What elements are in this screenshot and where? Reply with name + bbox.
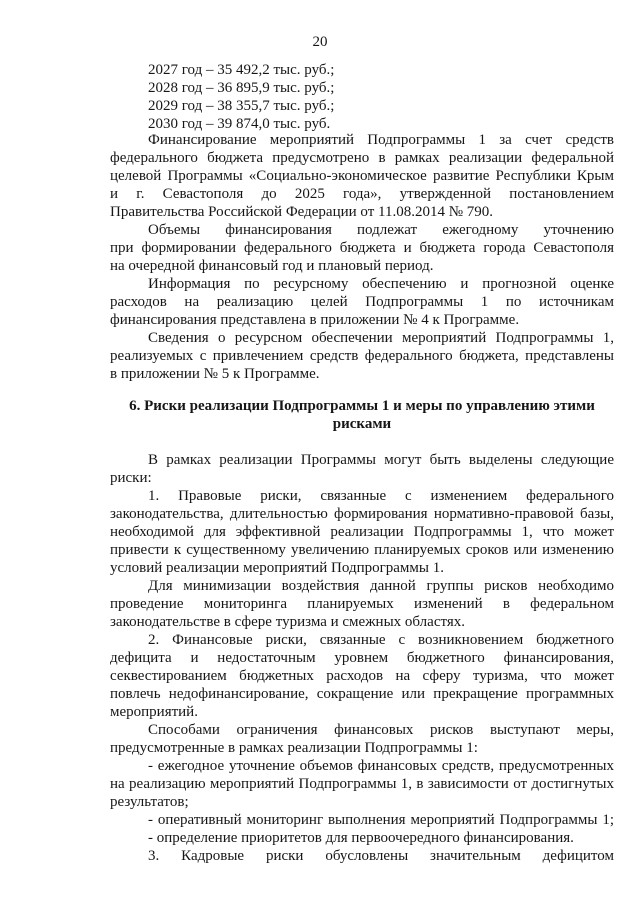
list-item: результатов; [110,794,189,810]
paragraph-line: риски: [110,470,152,486]
paragraph-line: условий реализации мероприятий Подпрограммы 1. [110,560,444,576]
paragraph-line: проведение мониторинга планируемых изменений в федеральном [110,596,614,612]
paragraph-line: дефицита и недостаточным уровнем бюджетного финансирования, [110,650,614,666]
paragraph-line: Объемы финансирования подлежат ежегодному уточнению [148,222,614,238]
paragraph-line: 1. Правовые риски, связанные с изменением федерального [148,488,614,504]
paragraph-line: Сведения о ресурсном обеспечении мероприятий Подпрограммы 1, [148,330,614,346]
paragraph-line: 3. Кадровые риски обусловлены значительным дефицитом [148,848,614,864]
paragraph-line: Для минимизации воздействия данной группы рисков необходимо [148,578,614,594]
paragraph-line: В рамках реализации Программы могут быть выделены следующие [148,452,614,468]
paragraph-line: целевой Программы «Социально-экономическое развитие Республики Крым [110,168,614,184]
paragraph-line: секвестированием бюджетных расходов на сферу туризма, что может [110,668,614,684]
paragraph-line: мероприятий. [110,704,198,720]
paragraph-line: 2. Финансовые риски, связанные с возникновением бюджетного [148,632,614,648]
paragraph-line: финансирования представлена в приложении № 4 к Программе. [110,312,520,328]
paragraph-line: на очередной финансовый год и плановый период. [110,258,434,274]
paragraph-line: Информация по ресурсному обеспечению и прогнозной оценке [148,276,614,292]
paragraph-line: расходов на реализацию целей Подпрограммы 1 по источникам [110,294,614,310]
funding-year-line: 2030 год – 39 874,0 тыс. руб. [148,116,331,132]
paragraph-line: Способами ограничения финансовых рисков выступают меры, [148,722,614,738]
paragraph-line: необходимой для эффективной реализации Подпрограммы 1, что может [110,524,614,540]
section-heading: рисками [332,416,392,432]
paragraph-line: в приложении № 5 к Программе. [110,366,320,382]
paragraph-line: повлечь недофинансирование, сокращение или прекращение программных [110,686,614,702]
paragraph-line: законодательстве в сфере туризма и смежных областях. [110,614,465,630]
paragraph-line: законодательства, длительностью формирования нормативно-правовой базы, [110,506,614,522]
paragraph-line: привести к существенному увеличению планируемых сроков или изменению [110,542,614,558]
funding-year-line: 2029 год – 38 355,7 тыс. руб.; [148,98,335,114]
paragraph-line: предусмотренные в рамках реализации Подпрограммы 1: [110,740,478,756]
funding-year-line: 2027 год – 35 492,2 тыс. руб.; [148,62,335,78]
paragraph-line: реализуемых с привлечением средств федерального бюджета, представлены [110,348,614,364]
funding-year-line: 2028 год – 36 895,9 тыс. руб.; [148,80,335,96]
paragraph-line: при формировании федерального бюджета и бюджета города Севастополя [110,240,614,256]
paragraph-line: Финансирование мероприятий Подпрограммы 1 за счет средств [148,132,614,148]
list-item: - определение приоритетов для первоочередного финансирования. [148,830,574,846]
paragraph-line: федерального бюджета предусмотрено в рамках реализации федеральной [110,150,614,166]
paragraph-line: и г. Севастополя до 2025 года», утвержденной постановлением [110,186,614,202]
list-item: на реализацию мероприятий Подпрограммы 1, в зависимости от достигнутых [110,776,614,792]
page-number: 20 [312,34,328,50]
section-heading: 6. Риски реализации Подпрограммы 1 и меры по управлению этими [129,398,595,414]
list-item: - оперативный мониторинг выполнения мероприятий Подпрограммы 1; [148,812,614,828]
list-item: - ежегодное уточнение объемов финансовых средств, предусмотренных [148,758,614,774]
paragraph-line: Правительства Российской Федерации от 11.08.2014 № 790. [110,204,494,220]
